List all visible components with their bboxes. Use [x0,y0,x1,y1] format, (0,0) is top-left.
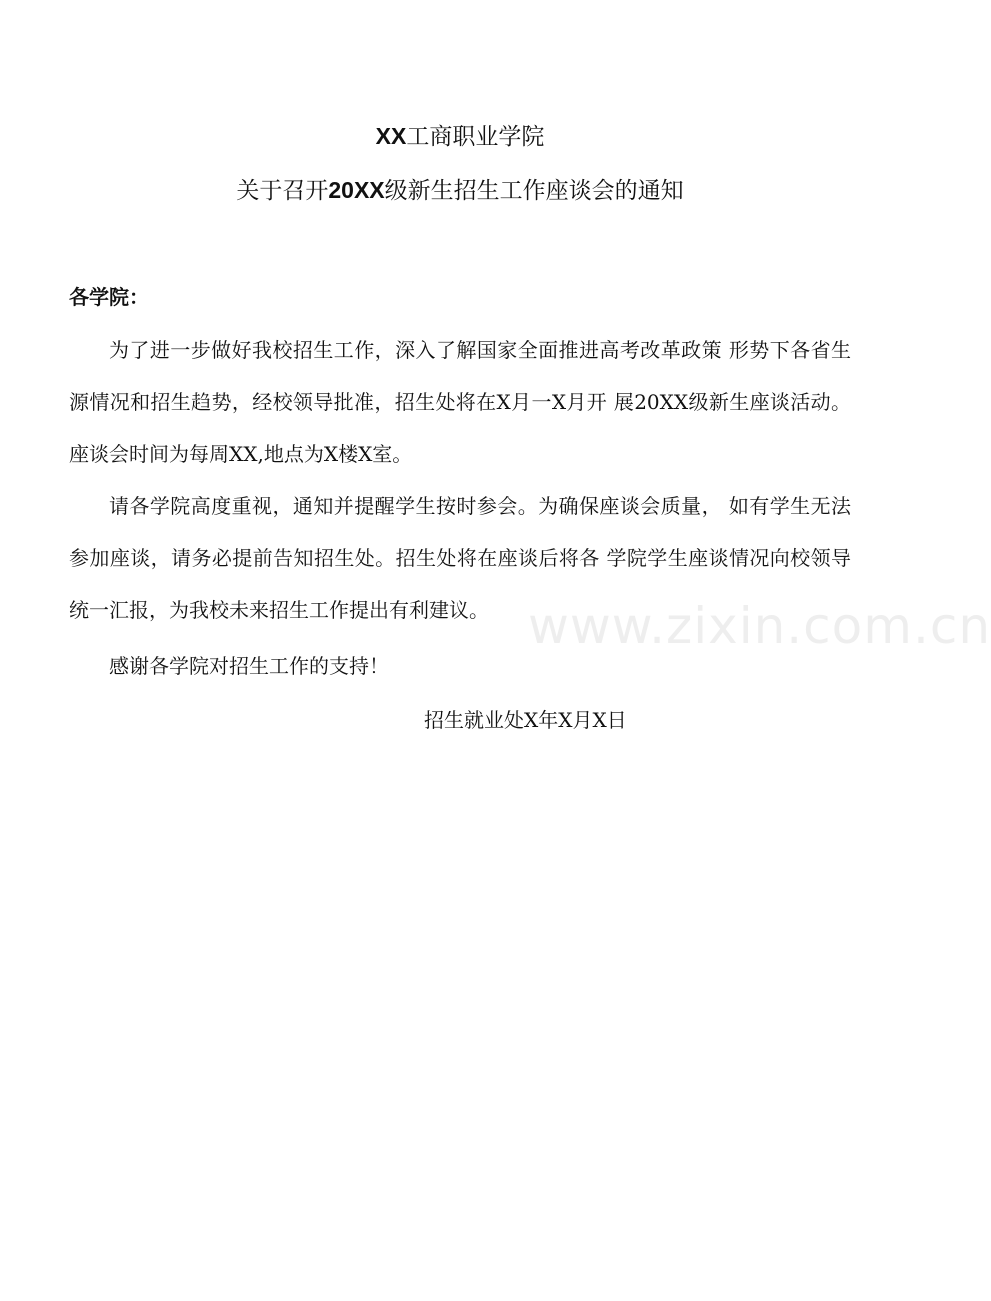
title-institution-name: 工商职业学院 [406,124,545,150]
signature-line: 招生就业处X年X月X日 [424,708,627,732]
title-subject-suffix: 级新生招生工作座谈会的通知 [384,178,684,204]
title-institution-prefix: XX [375,123,407,149]
paragraph-1-block [69,324,851,480]
title-subject-prefix: 关于召开 [236,178,329,204]
paragraph-2-block [69,480,851,636]
paragraph-2: 请各学院高度重视，通知并提醒学生按时参会。为确保座谈会质量， 如有学生无法参加座谈，请务必提前告知招生处。招生处将在座谈后将各 学院学生座谈情况向校领导统一汇报，为我校未来招生工作提出有利建议。 [69,494,851,622]
salutation: 各学院： [69,285,149,309]
document-title-subject [0,172,920,209]
title-subject-year: 20XX [328,177,385,203]
watermark: www.zixin.com.cn [528,597,991,655]
document-title-institution [0,118,920,155]
paragraph-3-block [69,640,851,692]
paragraph-1: 为了进一步做好我校招生工作，深入了解国家全面推进高考改革政策 形势下各省生源情况和招生趋势，经校领导批准，招生处将在X月一X月开 展20XX级新生座谈活动。座谈会时间为每周XX,地点为X楼X室。 [69,338,851,466]
paragraph-3: 感谢各学院对招生工作的支持！ [109,654,389,678]
